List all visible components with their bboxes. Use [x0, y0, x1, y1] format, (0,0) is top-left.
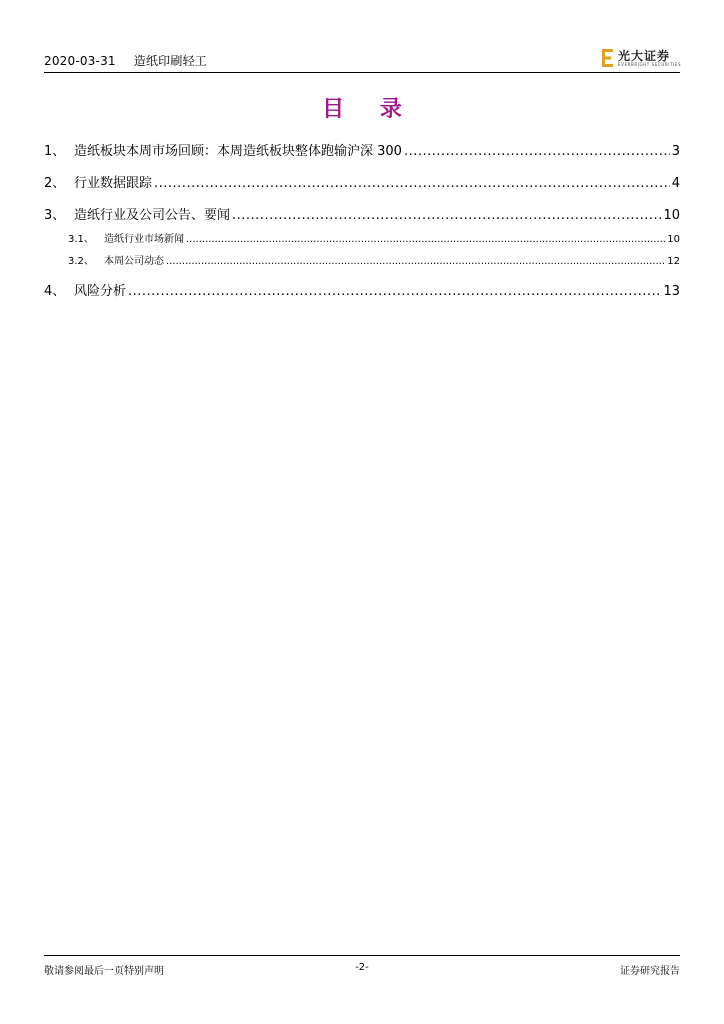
toc-entry-title: 本周公司动态: [104, 256, 164, 267]
toc-entry-page: 3: [671, 144, 680, 159]
footer-page-number: -2-: [355, 962, 369, 973]
toc-entry-page: 10: [663, 208, 680, 223]
report-date: 2020-03-31: [44, 54, 116, 68]
toc-title: 目 录: [322, 96, 416, 122]
logo-subtitle: EVERBRIGHT SECURITIES: [618, 62, 682, 67]
toc-entry-number: 3.2、: [68, 256, 94, 267]
toc-entry-3-1[interactable]: [44, 230, 680, 245]
toc-entry-page: 10: [667, 234, 680, 245]
toc-entry-number: 3、: [44, 208, 66, 223]
toc-entry-number: 4、: [44, 284, 66, 299]
toc-entry-4[interactable]: [44, 280, 680, 299]
toc-entry-title: 风险分析: [74, 284, 127, 299]
toc-entry-3-2[interactable]: [44, 252, 680, 267]
logo-mark-icon: [602, 49, 614, 67]
toc-entry-title: 造纸板块本周市场回顾：本周造纸板块整体跑输沪深 300: [74, 144, 402, 159]
toc-entry-page: 12: [667, 256, 680, 267]
footer-report-type: 证券研究报告: [620, 966, 680, 977]
header-meta: [44, 52, 207, 69]
toc-entry-2[interactable]: [44, 172, 680, 191]
toc-leader: [128, 284, 661, 299]
toc-entry-title: 行业数据跟踪: [74, 176, 153, 191]
toc-leader: [154, 176, 670, 191]
footer-disclaimer: 敬请参阅最后一页特别声明: [44, 966, 164, 977]
toc-entry-page: 4: [671, 176, 680, 191]
toc-entry-number: 1、: [44, 144, 66, 159]
logo-name: 光大证券: [618, 49, 671, 63]
sector-name: 造纸印刷轻工: [133, 54, 207, 68]
toc-entry-number: 2、: [44, 176, 66, 191]
toc-leader: [166, 256, 665, 267]
toc-entry-title: 造纸行业及公司公告、要闻: [74, 208, 231, 223]
toc-leader: [232, 208, 661, 223]
company-logo: [602, 47, 680, 69]
page-header: [44, 46, 680, 73]
toc-entry-title: 造纸行业市场新闻: [104, 234, 184, 245]
toc-entry-page: 13: [663, 284, 680, 299]
page-footer: [44, 955, 680, 978]
toc-entry-1[interactable]: [44, 140, 680, 159]
toc-entry-3[interactable]: [44, 204, 680, 223]
toc-leader: [404, 144, 670, 159]
toc-leader: [186, 234, 665, 245]
toc-entry-number: 3.1、: [68, 234, 94, 245]
